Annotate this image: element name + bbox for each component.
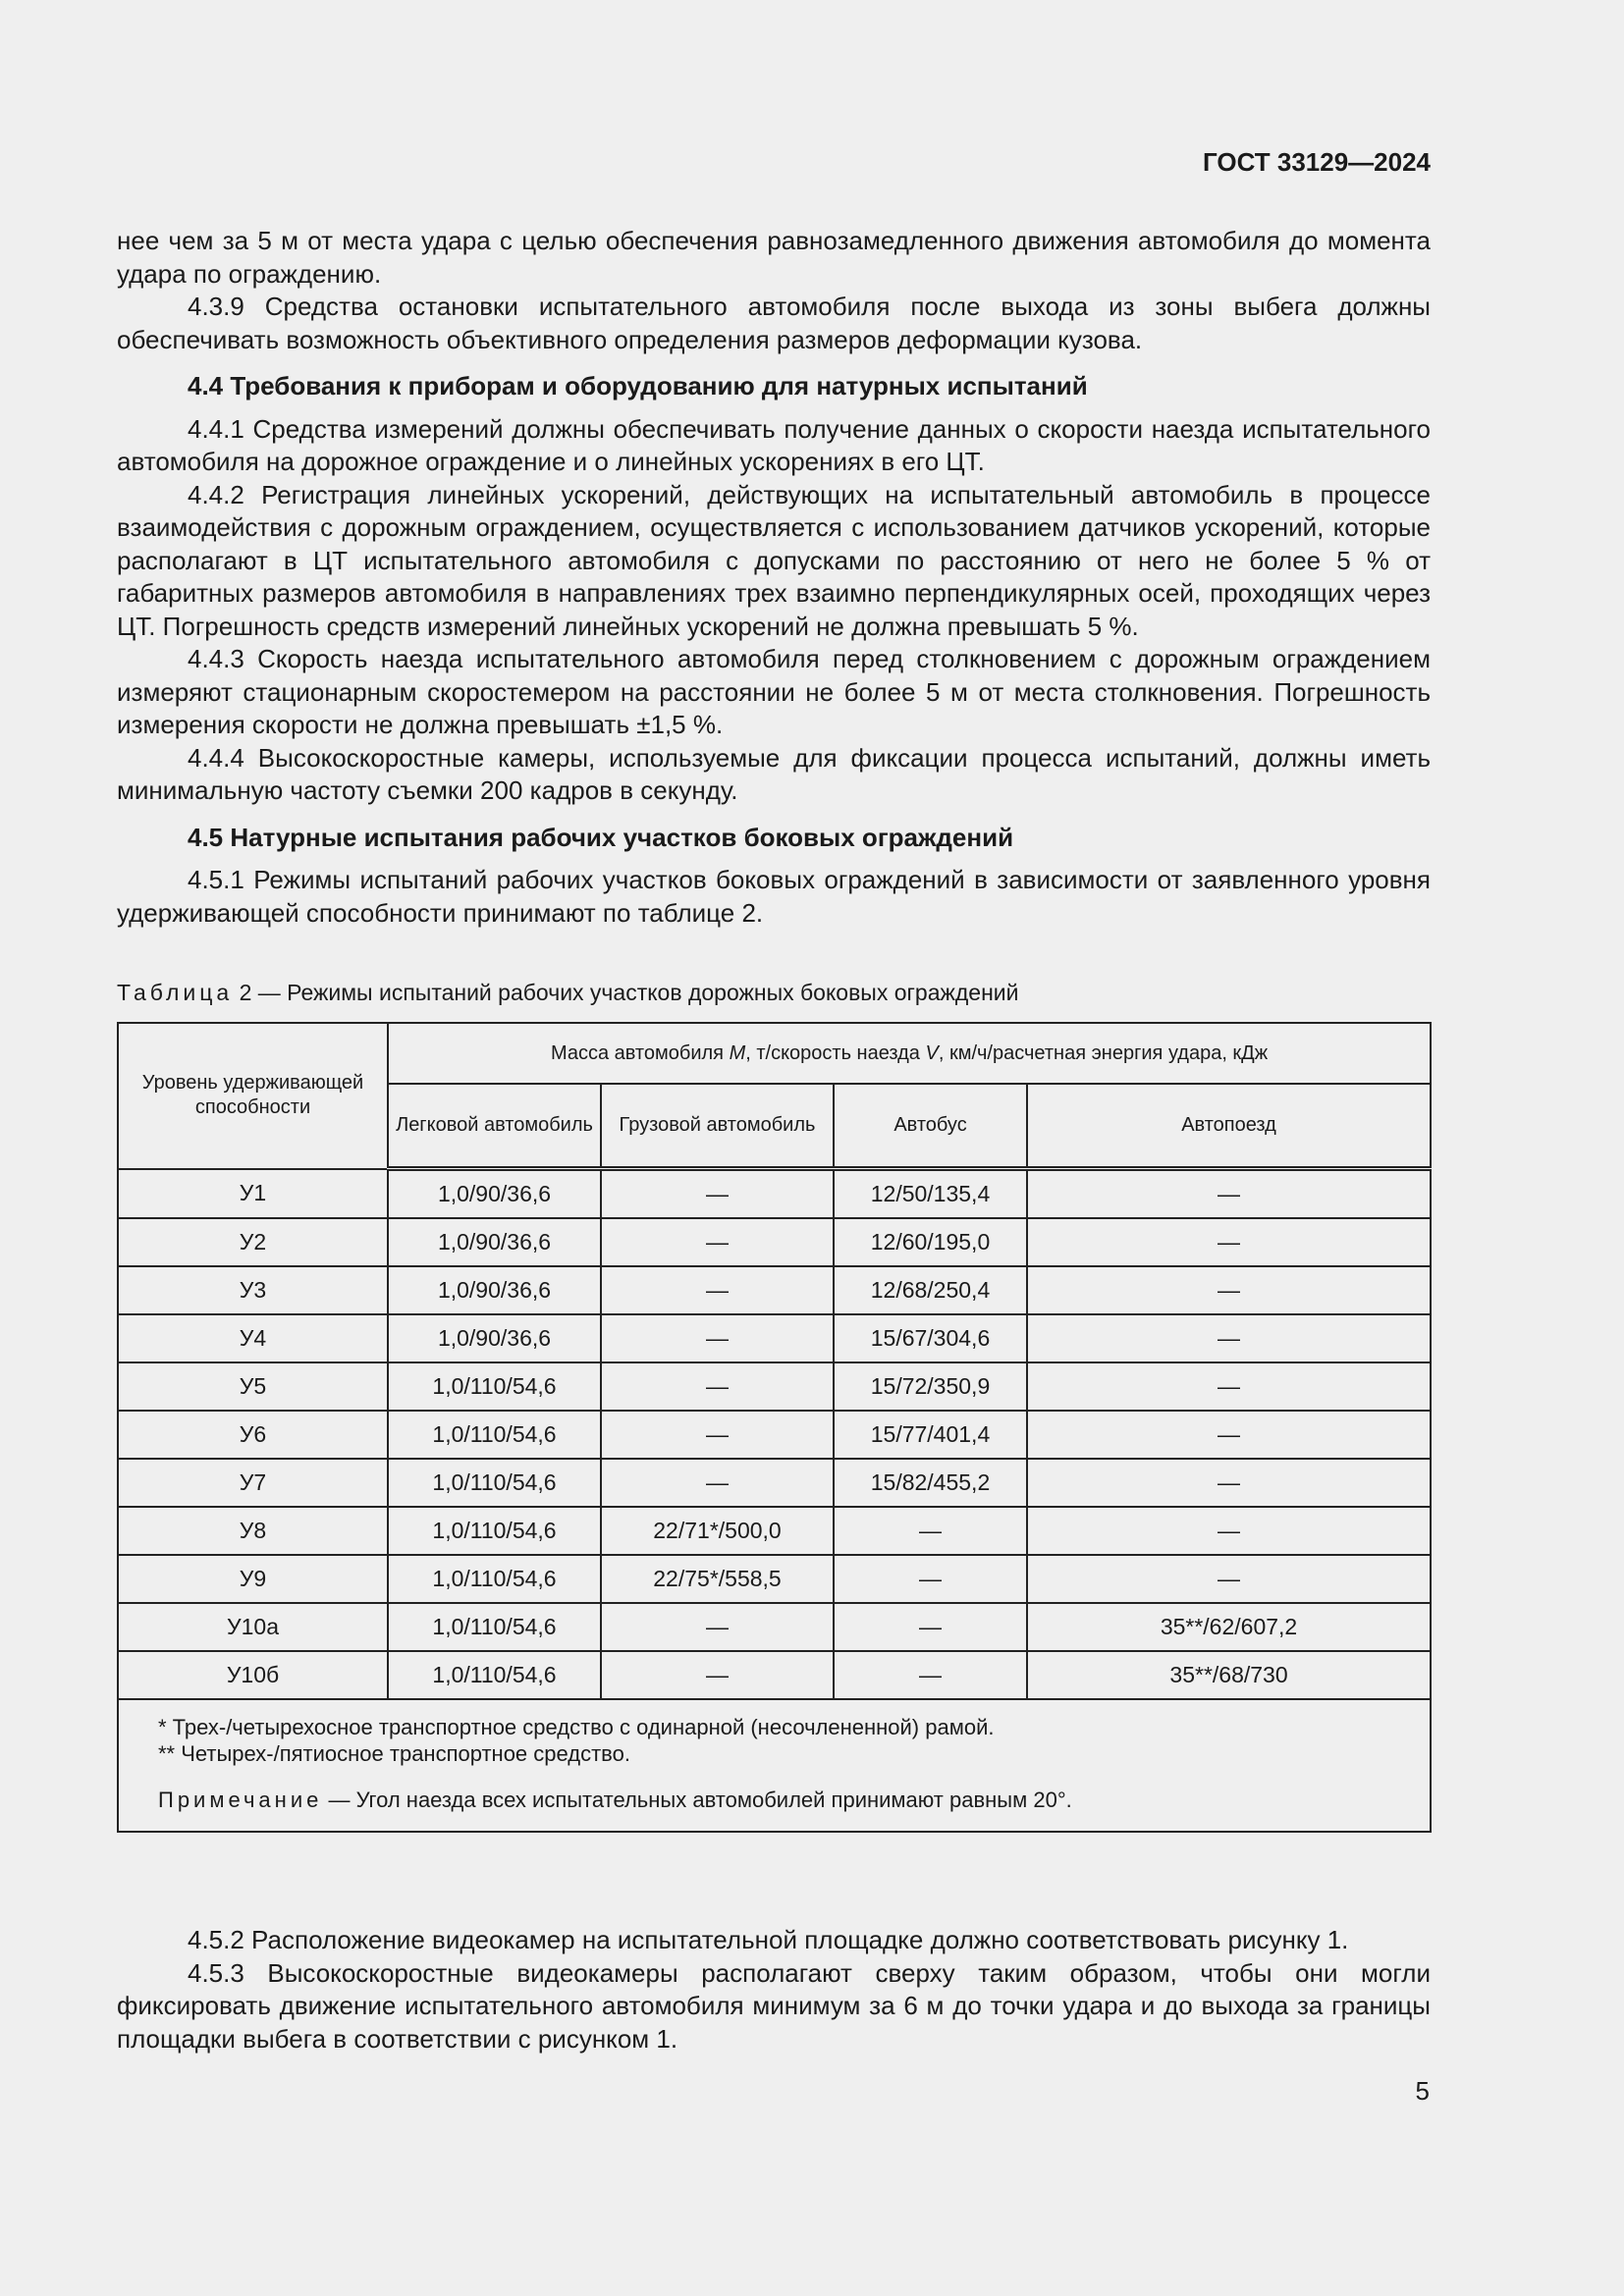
table-row [118,1651,1431,1699]
document-header: ГОСТ 33129—2024 [1203,147,1431,177]
table-caption-text: 2 — Режимы испытаний рабочих участков дорожных боковых ограждений [233,980,1019,1005]
table-cell: — [601,1651,834,1699]
table-cell: 1,0/110/54,6 [388,1603,601,1651]
table-cell: 1,0/110/54,6 [388,1507,601,1555]
table-cell: — [1027,1169,1431,1219]
table-cell: 1,0/90/36,6 [388,1266,601,1314]
paragraph-4-3-9: 4.3.9 Средства остановки испытательного автомобиля после выхода из зоны выбега должны обеспечивать возможность объективного определения размеров деформации кузова. [117,292,1431,354]
table-cell: 12/60/195,0 [834,1218,1027,1266]
table-footnotes [118,1699,1431,1832]
table-row [118,1411,1431,1459]
test-modes-table [117,1022,1432,1833]
table-cell: 1,0/110/54,6 [388,1411,601,1459]
column-header-bus: Автобус [834,1084,1027,1169]
table-cell: 15/72/350,9 [834,1362,1027,1411]
page-number: 5 [1415,2076,1430,2106]
table-row [118,1266,1431,1314]
table-body [118,1169,1431,1700]
table-cell: — [834,1603,1027,1651]
table-cell: 1,0/110/54,6 [388,1651,601,1699]
table-cell: У3 [118,1266,388,1314]
table-cell: — [1027,1507,1431,1555]
column-header-road-train: Автопоезд [1027,1084,1431,1169]
paragraph-4-4-1: 4.4.1 Средства измерений должны обеспечивать получение данных о скорости наезда испытательного автомобиля на дорожное ограждение и о линейных ускорениях в его ЦТ. [117,413,1431,476]
table-cell: У1 [118,1169,388,1219]
table-cell: 1,0/90/36,6 [388,1314,601,1362]
paragraph-4-5-1: 4.5.1 Режимы испытаний рабочих участков боковых ограждений в зависимости от заявленного уровня удерживающей способности принимают по таблице 2. [117,865,1431,928]
table-cell: 1,0/90/36,6 [388,1169,601,1219]
paragraph-4-5-2: 4.5.2 Расположение видеокамер на испытательной площадке должно соответствовать рисунку 1. [188,1925,1349,1954]
table-caption-word: Таблица [117,980,234,1005]
table-row [118,1314,1431,1362]
table-cell: — [601,1459,834,1507]
table-cell: 22/71*/500,0 [601,1507,834,1555]
section-heading-4-4: 4.4 Требования к приборам и оборудованию для натурных испытаний [188,371,1088,400]
table-cell: — [601,1411,834,1459]
body-text [117,225,1431,930]
table-cell: — [1027,1555,1431,1603]
table-cell: — [601,1362,834,1411]
table-cell: У5 [118,1362,388,1411]
table-cell: — [601,1266,834,1314]
column-header-truck: Грузовой автомобиль [601,1084,834,1169]
table-cell: У7 [118,1459,388,1507]
table-row [118,1555,1431,1603]
table-cell: — [1027,1411,1431,1459]
table-cell: 12/68/250,4 [834,1266,1027,1314]
table-row [118,1603,1431,1651]
table-row [118,1218,1431,1266]
table-cell: — [601,1314,834,1362]
table-cell: У10б [118,1651,388,1699]
section-heading-4-5: 4.5 Натурные испытания рабочих участков боковых ограждений [188,822,1014,852]
paragraph-continuation: нее чем за 5 м от места удара с целью обеспечения равнозамедленного движения автомобиля до момента удара по ограждению. [117,226,1431,289]
table-cell: 1,0/110/54,6 [388,1459,601,1507]
table-cell: 22/75*/558,5 [601,1555,834,1603]
table-cell: 15/67/304,6 [834,1314,1027,1362]
column-group-header: Масса автомобиля M, т/скорость наезда V, км/ч/расчетная энергия удара, кДж [388,1023,1431,1084]
table-cell: 15/77/401,4 [834,1411,1027,1459]
column-header-car: Легковой автомобиль [388,1084,601,1169]
paragraph-4-5-3: 4.5.3 Высокоскоростные видеокамеры располагают сверху таким образом, чтобы они могли фиксировать движение испытательного автомобиля минимум за 6 м до точки удара и до выхода за границы площадки выбега в соответствии с рисунком 1. [117,1957,1431,2054]
table-cell: — [1027,1362,1431,1411]
footnote-double-asterisk: ** Четырех-/пятиосное транспортное средство. [158,1741,630,1766]
table-cell: — [1027,1218,1431,1266]
table-cell: — [834,1507,1027,1555]
paragraph-4-4-3: 4.4.3 Скорость наезда испытательного автомобиля перед столкновением с дорожным ограждением измеряют стационарным скоростемером на расстоянии не более 5 м от места столкновения. Погрешность измерения скорости не должна превышать ±1,5 %. [117,644,1431,739]
table-cell: У10а [118,1603,388,1651]
table-cell: У4 [118,1314,388,1362]
table-cell: 1,0/110/54,6 [388,1555,601,1603]
table-cell: 1,0/90/36,6 [388,1218,601,1266]
table-cell: 35**/68/730 [1027,1651,1431,1699]
table-cell: — [601,1603,834,1651]
paragraph-4-4-2: 4.4.2 Регистрация линейных ускорений, действующих на испытательный автомобиль в процессе взаимодействия с дорожным ограждением, осуществляется с использованием датчиков ускорений, которые располагают в ЦТ испытательного автомобиля с допусками по расстоянию от него не более 5 % от габаритных размеров автомобиля в направлениях трех взаимно перпендикулярных осей, проходящих через ЦТ. Погрешность средств измерений линейных ускорений не должна превышать 5 %. [117,479,1431,641]
table-row [118,1459,1431,1507]
table-cell: У9 [118,1555,388,1603]
table-caption [117,980,1018,1006]
table-cell: У6 [118,1411,388,1459]
table-cell: — [1027,1459,1431,1507]
table-cell: — [834,1651,1027,1699]
table-cell: — [834,1555,1027,1603]
table-cell: У2 [118,1218,388,1266]
paragraph-4-4-4: 4.4.4 Высокоскоростные камеры, используемые для фиксации процесса испытаний, должны иметь минимальную частоту съемки 200 кадров в секунду. [117,742,1431,805]
table-row [118,1362,1431,1411]
column-header-level: Уровень удерживающей способности [118,1023,388,1169]
table-cell: 15/82/455,2 [834,1459,1027,1507]
table-cell: 35**/62/607,2 [1027,1603,1431,1651]
table-row [118,1169,1431,1219]
table-note: Примечание — Угол наезда всех испытательных автомобилей принимают равным 20°. [158,1788,1072,1812]
table-cell: — [601,1169,834,1219]
table-cell: У8 [118,1507,388,1555]
table-row [118,1507,1431,1555]
table-cell: 12/50/135,4 [834,1169,1027,1219]
body-text-after-table [117,1924,1431,2056]
table-cell: — [1027,1314,1431,1362]
table-cell: — [601,1218,834,1266]
table-cell: 1,0/110/54,6 [388,1362,601,1411]
table-cell: — [1027,1266,1431,1314]
footnote-single-asterisk: * Трех-/четырехосное транспортное средство с одинарной (несочлененной) рамой. [158,1715,995,1739]
